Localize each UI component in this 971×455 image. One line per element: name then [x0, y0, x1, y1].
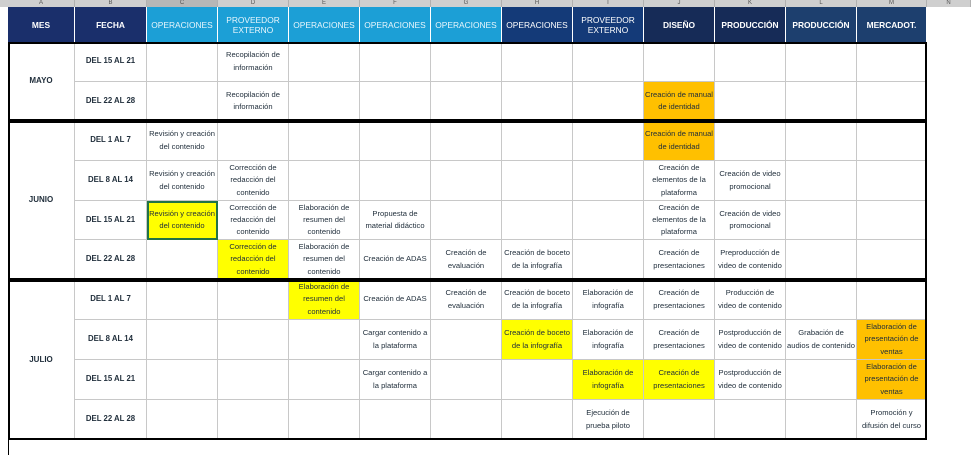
task-cell[interactable]: Postproducción de video de contenido: [715, 320, 786, 360]
task-cell[interactable]: [147, 320, 218, 360]
task-cell[interactable]: [715, 82, 786, 121]
task-cell[interactable]: [715, 400, 786, 440]
task-cell[interactable]: [289, 400, 360, 440]
fecha-cell[interactable]: DEL 1 AL 7: [75, 121, 147, 161]
column-letter-d[interactable]: D: [218, 0, 289, 7]
task-cell[interactable]: [431, 42, 502, 82]
task-cell[interactable]: [147, 280, 218, 320]
fecha-cell[interactable]: DEL 22 AL 28: [75, 82, 147, 121]
task-cell[interactable]: Revisión y creación del contenido: [147, 161, 218, 201]
header-cell-2[interactable]: OPERACIONES: [147, 7, 218, 42]
task-cell[interactable]: [573, 121, 644, 161]
task-cell[interactable]: [644, 42, 715, 82]
header-cell-10[interactable]: PRODUCCIÓN: [715, 7, 786, 42]
task-cell[interactable]: Creación de boceto de la infografía: [502, 240, 573, 280]
task-cell[interactable]: [573, 201, 644, 240]
task-cell[interactable]: [786, 201, 857, 240]
fecha-cell[interactable]: DEL 1 AL 7: [75, 280, 147, 320]
task-cell[interactable]: Recopilación de información: [218, 82, 289, 121]
task-cell[interactable]: [289, 320, 360, 360]
task-cell[interactable]: Creación de elementos de la plataforma: [644, 161, 715, 201]
month-cell[interactable]: JUNIO: [8, 121, 75, 280]
task-cell[interactable]: Creación de video promocional: [715, 201, 786, 240]
task-cell[interactable]: Creación de video promocional: [715, 161, 786, 201]
task-cell[interactable]: Elaboración de presentación de ventas: [857, 360, 927, 400]
header-cell-9[interactable]: DISEÑO: [644, 7, 715, 42]
column-letter-n[interactable]: N: [927, 0, 971, 7]
column-letter-a[interactable]: A: [8, 0, 75, 7]
task-cell[interactable]: [147, 42, 218, 82]
task-cell[interactable]: [502, 121, 573, 161]
header-cell-12[interactable]: MERCADOT.: [857, 7, 927, 42]
task-cell[interactable]: Creación de presentaciones: [644, 320, 715, 360]
task-cell[interactable]: [715, 42, 786, 82]
header-cell-6[interactable]: OPERACIONES: [431, 7, 502, 42]
task-cell[interactable]: [289, 42, 360, 82]
task-cell[interactable]: [360, 400, 431, 440]
task-cell[interactable]: [857, 82, 927, 121]
task-cell[interactable]: [218, 121, 289, 161]
task-cell[interactable]: [786, 240, 857, 280]
task-cell[interactable]: Corrección de redacción del contenido: [218, 240, 289, 280]
task-cell[interactable]: [715, 121, 786, 161]
task-cell[interactable]: Recopilación de información: [218, 42, 289, 82]
task-cell[interactable]: [147, 240, 218, 280]
selected-task-cell[interactable]: Revisión y creación del contenido: [147, 201, 218, 240]
task-cell[interactable]: Corrección de redacción del contenido: [218, 201, 289, 240]
task-cell[interactable]: [857, 201, 927, 240]
task-cell[interactable]: Creación de elementos de la plataforma: [644, 201, 715, 240]
column-letter-m[interactable]: M: [857, 0, 927, 7]
task-cell[interactable]: Propuesta de material didáctico: [360, 201, 431, 240]
task-cell[interactable]: Creación de ADAS: [360, 240, 431, 280]
month-cell[interactable]: MAYO: [8, 42, 75, 121]
column-letter-i[interactable]: I: [573, 0, 644, 7]
task-cell[interactable]: Elaboración de infografía: [573, 280, 644, 320]
task-cell[interactable]: Creación de ADAS: [360, 280, 431, 320]
task-cell[interactable]: Revisión y creación del contenido: [147, 121, 218, 161]
column-letter-e[interactable]: E: [289, 0, 360, 7]
task-cell[interactable]: [431, 400, 502, 440]
task-cell[interactable]: [431, 161, 502, 201]
column-letter-j[interactable]: J: [644, 0, 715, 7]
task-cell[interactable]: [786, 121, 857, 161]
task-cell[interactable]: [857, 42, 927, 82]
task-cell[interactable]: Elaboración de infografía: [573, 360, 644, 400]
task-cell[interactable]: [218, 360, 289, 400]
fecha-cell[interactable]: DEL 15 AL 21: [75, 42, 147, 82]
task-cell[interactable]: Corrección de redacción del contenido: [218, 161, 289, 201]
task-cell[interactable]: [147, 82, 218, 121]
task-cell[interactable]: [502, 82, 573, 121]
task-cell[interactable]: [147, 400, 218, 440]
task-cell[interactable]: [289, 360, 360, 400]
task-cell[interactable]: [502, 42, 573, 82]
task-cell[interactable]: [644, 400, 715, 440]
task-cell[interactable]: Preproducción de video de contenido: [715, 240, 786, 280]
task-cell[interactable]: Creación de presentaciones: [644, 240, 715, 280]
task-cell[interactable]: Creación de presentaciones: [644, 360, 715, 400]
header-cell-11[interactable]: PRODUCCIÓN: [786, 7, 857, 42]
task-cell[interactable]: Elaboración de resumen del contenido: [289, 201, 360, 240]
column-letter-h[interactable]: H: [502, 0, 573, 7]
task-cell[interactable]: [573, 42, 644, 82]
header-cell-4[interactable]: OPERACIONES: [289, 7, 360, 42]
header-cell-0[interactable]: MES: [8, 7, 75, 42]
task-cell[interactable]: Cargar contenido a la plataforma: [360, 360, 431, 400]
column-letter-k[interactable]: K: [715, 0, 786, 7]
task-cell[interactable]: [786, 360, 857, 400]
task-cell[interactable]: [502, 360, 573, 400]
column-letter-b[interactable]: B: [75, 0, 147, 7]
task-cell[interactable]: [786, 42, 857, 82]
column-letter-c[interactable]: C: [147, 0, 218, 7]
task-cell[interactable]: [857, 161, 927, 201]
task-cell[interactable]: [857, 240, 927, 280]
task-cell[interactable]: [502, 161, 573, 201]
task-cell[interactable]: [786, 280, 857, 320]
task-cell[interactable]: [360, 82, 431, 121]
task-cell[interactable]: Cargar contenido a la plataforma: [360, 320, 431, 360]
fecha-cell[interactable]: DEL 8 AL 14: [75, 320, 147, 360]
task-cell[interactable]: [289, 121, 360, 161]
task-cell[interactable]: [431, 82, 502, 121]
task-cell[interactable]: Creación de manual de identidad: [644, 82, 715, 121]
task-cell[interactable]: [147, 360, 218, 400]
task-cell[interactable]: [502, 201, 573, 240]
header-cell-7[interactable]: OPERACIONES: [502, 7, 573, 42]
header-cell-8[interactable]: PROVEEDOR EXTERNO: [573, 7, 644, 42]
task-cell[interactable]: [360, 42, 431, 82]
task-cell[interactable]: [360, 161, 431, 201]
task-cell[interactable]: Creación de presentaciones: [644, 280, 715, 320]
column-letter-g[interactable]: G: [431, 0, 502, 7]
fecha-cell[interactable]: DEL 8 AL 14: [75, 161, 147, 201]
task-cell[interactable]: Producción de video de contenido: [715, 280, 786, 320]
header-cell-5[interactable]: OPERACIONES: [360, 7, 431, 42]
task-cell[interactable]: Elaboración de resumen del contenido: [289, 280, 360, 320]
task-cell[interactable]: Elaboración de infografía: [573, 320, 644, 360]
task-cell[interactable]: Elaboración de resumen del contenido: [289, 240, 360, 280]
task-cell[interactable]: [857, 121, 927, 161]
task-cell[interactable]: Creación de boceto de la infografía: [502, 320, 573, 360]
column-letter-l[interactable]: L: [786, 0, 857, 7]
fecha-cell[interactable]: DEL 22 AL 28: [75, 400, 147, 440]
task-cell[interactable]: [502, 400, 573, 440]
task-cell[interactable]: [218, 280, 289, 320]
task-cell[interactable]: Creación de evaluación: [431, 280, 502, 320]
task-cell[interactable]: [289, 82, 360, 121]
task-cell[interactable]: [573, 161, 644, 201]
task-cell[interactable]: [786, 400, 857, 440]
task-cell[interactable]: [573, 240, 644, 280]
task-cell[interactable]: [786, 82, 857, 121]
task-cell[interactable]: Creación de evaluación: [431, 240, 502, 280]
task-cell[interactable]: [360, 121, 431, 161]
task-cell[interactable]: Grabación de audios de contenido: [786, 320, 857, 360]
fecha-cell[interactable]: DEL 15 AL 21: [75, 360, 147, 400]
task-cell[interactable]: [431, 121, 502, 161]
task-cell[interactable]: [218, 400, 289, 440]
header-cell-3[interactable]: PROVEEDOR EXTERNO: [218, 7, 289, 42]
task-cell[interactable]: Postproducción de video de contenido: [715, 360, 786, 400]
task-cell[interactable]: [289, 161, 360, 201]
task-cell[interactable]: [431, 360, 502, 400]
task-cell[interactable]: Creación de manual de identidad: [644, 121, 715, 161]
task-cell[interactable]: [431, 201, 502, 240]
month-cell[interactable]: JULIO: [8, 280, 75, 440]
task-cell[interactable]: [431, 320, 502, 360]
header-cell-1[interactable]: FECHA: [75, 7, 147, 42]
task-cell[interactable]: [218, 320, 289, 360]
task-cell[interactable]: [573, 82, 644, 121]
fecha-cell[interactable]: DEL 15 AL 21: [75, 201, 147, 240]
task-cell[interactable]: Creación de boceto de la infografía: [502, 280, 573, 320]
fecha-cell[interactable]: DEL 22 AL 28: [75, 240, 147, 280]
task-cell[interactable]: Ejecución de prueba piloto: [573, 400, 644, 440]
task-cell[interactable]: [857, 280, 927, 320]
task-cell[interactable]: [786, 161, 857, 201]
task-cell[interactable]: Elaboración de presentación de ventas: [857, 320, 927, 360]
task-cell[interactable]: Promoción y difusión del curso: [857, 400, 927, 440]
column-letter-f[interactable]: F: [360, 0, 431, 7]
